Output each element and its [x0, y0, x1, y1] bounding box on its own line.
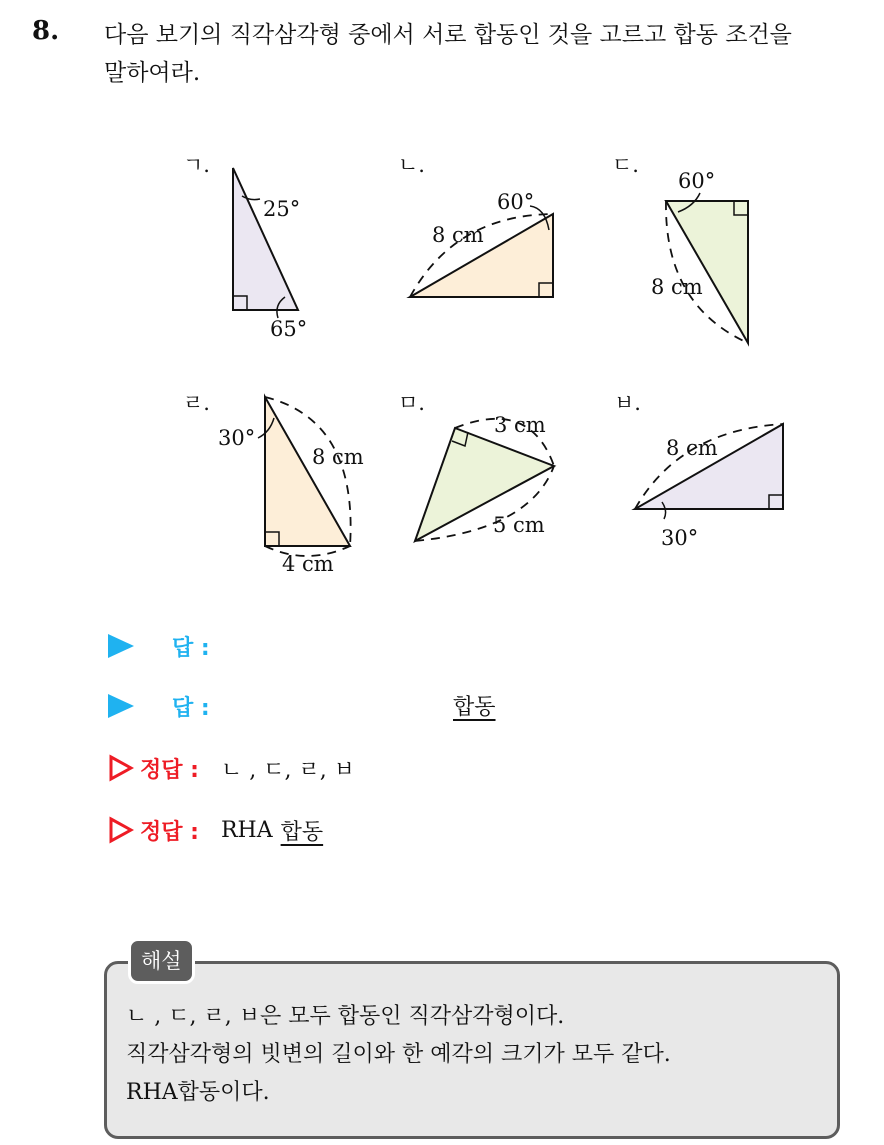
- figure-c-side: 8 cm: [651, 275, 703, 299]
- answer-row-1: [108, 628, 210, 664]
- figure-c-label: ㄷ.: [612, 153, 639, 177]
- figure-d-label: ㄹ.: [183, 391, 210, 415]
- figure-d-side: 8 cm: [312, 445, 364, 469]
- triangle-d: [265, 397, 350, 546]
- figure-a-label: ㄱ.: [183, 153, 210, 177]
- figure-e-side-top: 3 cm: [494, 413, 546, 437]
- triangle-a: [233, 168, 301, 310]
- answer-label-1: 답 :: [172, 635, 210, 661]
- figure-f-label: ㅂ.: [614, 391, 641, 415]
- figure-a-angle-top: 25°: [263, 197, 301, 221]
- figure-f: [614, 391, 783, 550]
- explanation-tab: 해설: [128, 938, 195, 984]
- figure-b-label: ㄴ.: [398, 153, 425, 177]
- figure-e: [398, 391, 554, 541]
- outline-play-arrow-icon: [108, 754, 134, 782]
- question-line-1: 다음 보기의 직각삼각형 중에서 서로 합동인 것을 고르고 합동 조건을: [104, 22, 792, 48]
- correct-value-2-suffix: 합동: [280, 819, 324, 845]
- figure-b-side: 8 cm: [432, 223, 484, 247]
- figure-a-angle-bottom: 65°: [270, 317, 308, 341]
- figure-c: [612, 153, 748, 343]
- correct-row-2: [108, 812, 323, 848]
- figure-a: [183, 153, 307, 341]
- correct-row-1: [108, 750, 355, 786]
- figure-c-angle: 60°: [678, 169, 716, 193]
- explanation-line-3: RHA합동이다.: [126, 1080, 270, 1105]
- figure-d: [183, 391, 364, 576]
- play-arrow-icon: [108, 634, 134, 658]
- question-line-2: 말하여라.: [104, 60, 201, 86]
- explanation-line-1: ㄴ , ㄷ, ㄹ, ㅂ은 모두 합동인 직각삼각형이다.: [126, 1004, 565, 1029]
- figure-d-angle: 30°: [218, 426, 256, 450]
- explanation-text: [126, 998, 671, 1112]
- answer-2-suffix: 합동: [453, 695, 496, 720]
- figure-f-angle: 30°: [661, 526, 699, 550]
- correct-label-1: 정답 :: [140, 757, 199, 783]
- correct-value-2-prefix: RHA: [220, 817, 273, 843]
- play-arrow-icon: [108, 694, 134, 718]
- explanation-line-2: 직각삼각형의 빗변의 길이와 한 예각의 크기가 모두 같다.: [126, 1042, 671, 1067]
- figure-d-base: 4 cm: [282, 552, 334, 576]
- figure-f-side: 8 cm: [666, 436, 718, 460]
- figure-b: [398, 153, 553, 297]
- correct-value-1: ㄴ , ㄷ, ㄹ, ㅂ: [220, 757, 355, 783]
- figure-e-side-bottom: 5 cm: [493, 513, 545, 537]
- outline-play-arrow-icon: [108, 816, 134, 844]
- correct-label-2: 정답 :: [140, 819, 199, 845]
- answer-row-2: [108, 688, 210, 724]
- question-number: 8.: [32, 16, 60, 46]
- answer-label-2: 답 :: [172, 695, 210, 721]
- figure-b-angle: 60°: [497, 190, 535, 214]
- figure-e-label: ㅁ.: [398, 391, 425, 415]
